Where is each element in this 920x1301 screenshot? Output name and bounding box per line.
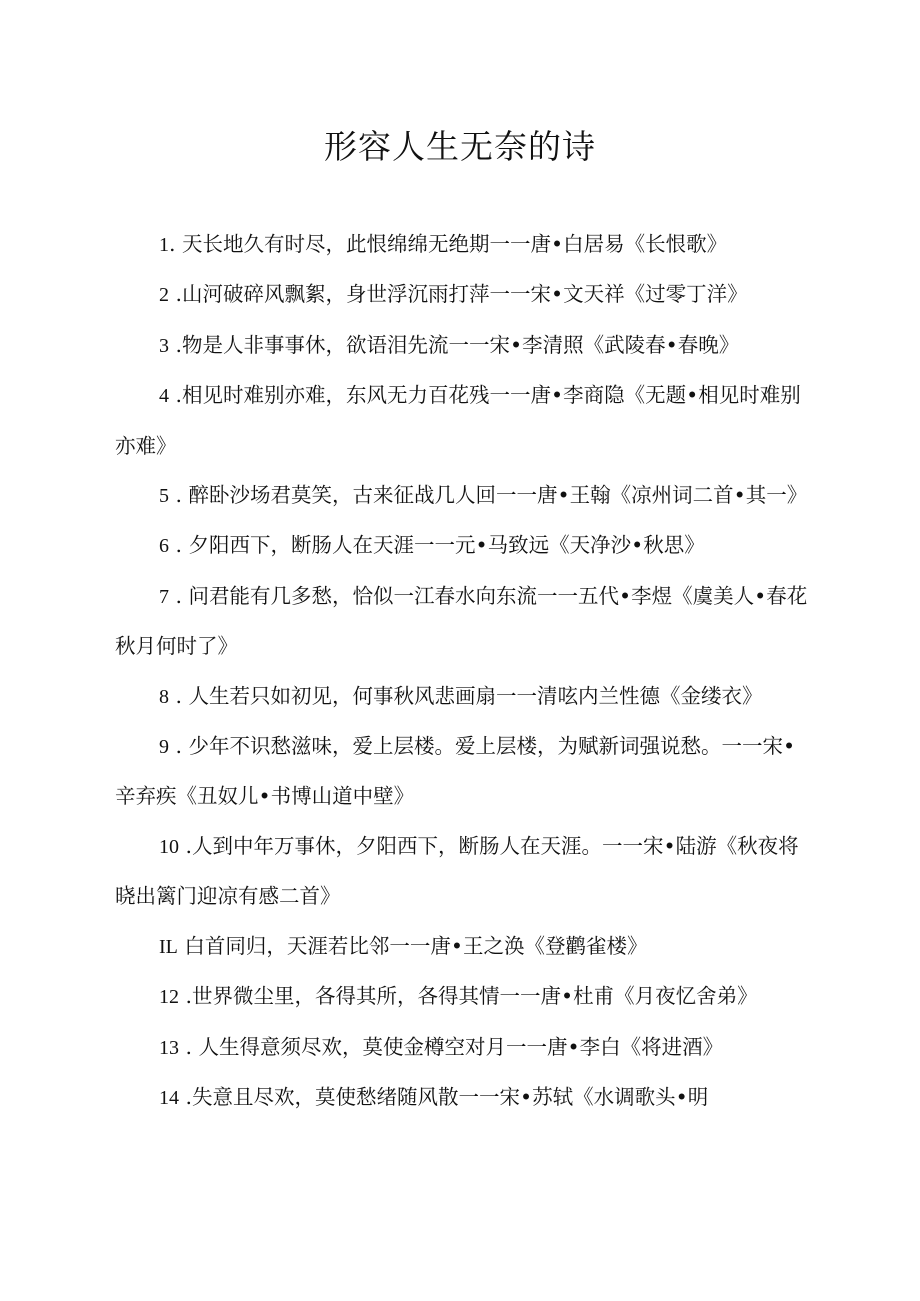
document-title: 形容人生无奈的诗 xyxy=(324,127,596,166)
item-text: .失意且尽欢，莫使愁绪随风散一一宋•苏轼《水调歌头•明 xyxy=(179,1084,709,1109)
item-text: .物是人非事事休，欲语泪先流一一宋•李清照《武陵春•春晚》 xyxy=(169,332,740,357)
poem-list xyxy=(115,220,815,1123)
list-item xyxy=(115,822,815,922)
item-text: . 醉卧沙场君莫笑，古来征战几人回一一唐•王翰《凉州词二首•其一》 xyxy=(169,483,808,508)
item-number: 7 xyxy=(159,585,169,608)
item-text: .人到中年万事休，夕阳西下，断肠人在天涯。一一宋•陆游《秋夜将晓出篱门迎凉有感二首》 xyxy=(115,833,799,909)
list-item xyxy=(115,922,815,972)
item-text: .山河破碎风飘絮，身世浮沉雨打萍一一宋•文天祥《过零丁洋》 xyxy=(169,282,748,307)
item-text: 白首同归，天涯若比邻一一唐•王之涣《登鹳雀楼》 xyxy=(177,933,648,958)
list-item xyxy=(115,220,815,270)
list-item xyxy=(115,572,815,672)
item-number: IL xyxy=(159,935,178,958)
list-item xyxy=(115,1073,815,1123)
item-number: 9 xyxy=(159,736,169,759)
item-number: 10 xyxy=(159,835,179,858)
item-number: 14 xyxy=(159,1086,179,1109)
item-text: .相见时难别亦难，东风无力百花残一一唐•李商隐《无题•相见时难别亦难》 xyxy=(115,383,801,458)
list-item xyxy=(115,1023,815,1073)
item-number: 4 xyxy=(159,385,169,408)
item-number: 3 xyxy=(159,334,169,357)
item-text: . 人生若只如初见，何事秋风悲画扇一一清呟内兰性德《金缕衣》 xyxy=(169,683,763,708)
list-item xyxy=(115,521,815,571)
item-text: . 人生得意须尽欢，莫使金樽空对月一一唐•李白《将进酒》 xyxy=(179,1034,724,1059)
list-item xyxy=(115,672,815,722)
item-text: . 问君能有几多愁，恰似一江春水向东流一一五代•李煜《虞美人•春花秋月何时了》 xyxy=(115,583,808,659)
item-number: 13 xyxy=(159,1036,179,1059)
list-item xyxy=(115,471,815,521)
list-item xyxy=(115,321,815,371)
list-item xyxy=(115,270,815,320)
item-number: 12 xyxy=(159,986,179,1009)
item-text: . 天长地久有时尽，此恨绵绵无绝期一一唐•白居易《长恨歌》 xyxy=(169,232,728,256)
list-item xyxy=(115,722,815,822)
item-number: 6 xyxy=(159,535,169,558)
item-text: . 夕阳西下，断肠人在天涯一一元•马致远《天净沙•秋思》 xyxy=(169,533,705,558)
list-item xyxy=(115,371,815,471)
item-number: 8 xyxy=(159,685,169,708)
item-number: 5 xyxy=(159,485,169,508)
list-item xyxy=(115,972,815,1022)
item-text: .世界微尘里，各得其所，各得其情一一唐•杜甫《月夜忆舍弟》 xyxy=(179,984,758,1009)
item-number: 1 xyxy=(159,234,169,256)
item-text: . 少年不识愁滋味，爱上层楼。爱上层楼，为赋新词强说愁。一一宋•辛弃疾《丑奴儿•书博山道中壁》 xyxy=(115,734,796,809)
item-number: 2 xyxy=(159,284,169,307)
